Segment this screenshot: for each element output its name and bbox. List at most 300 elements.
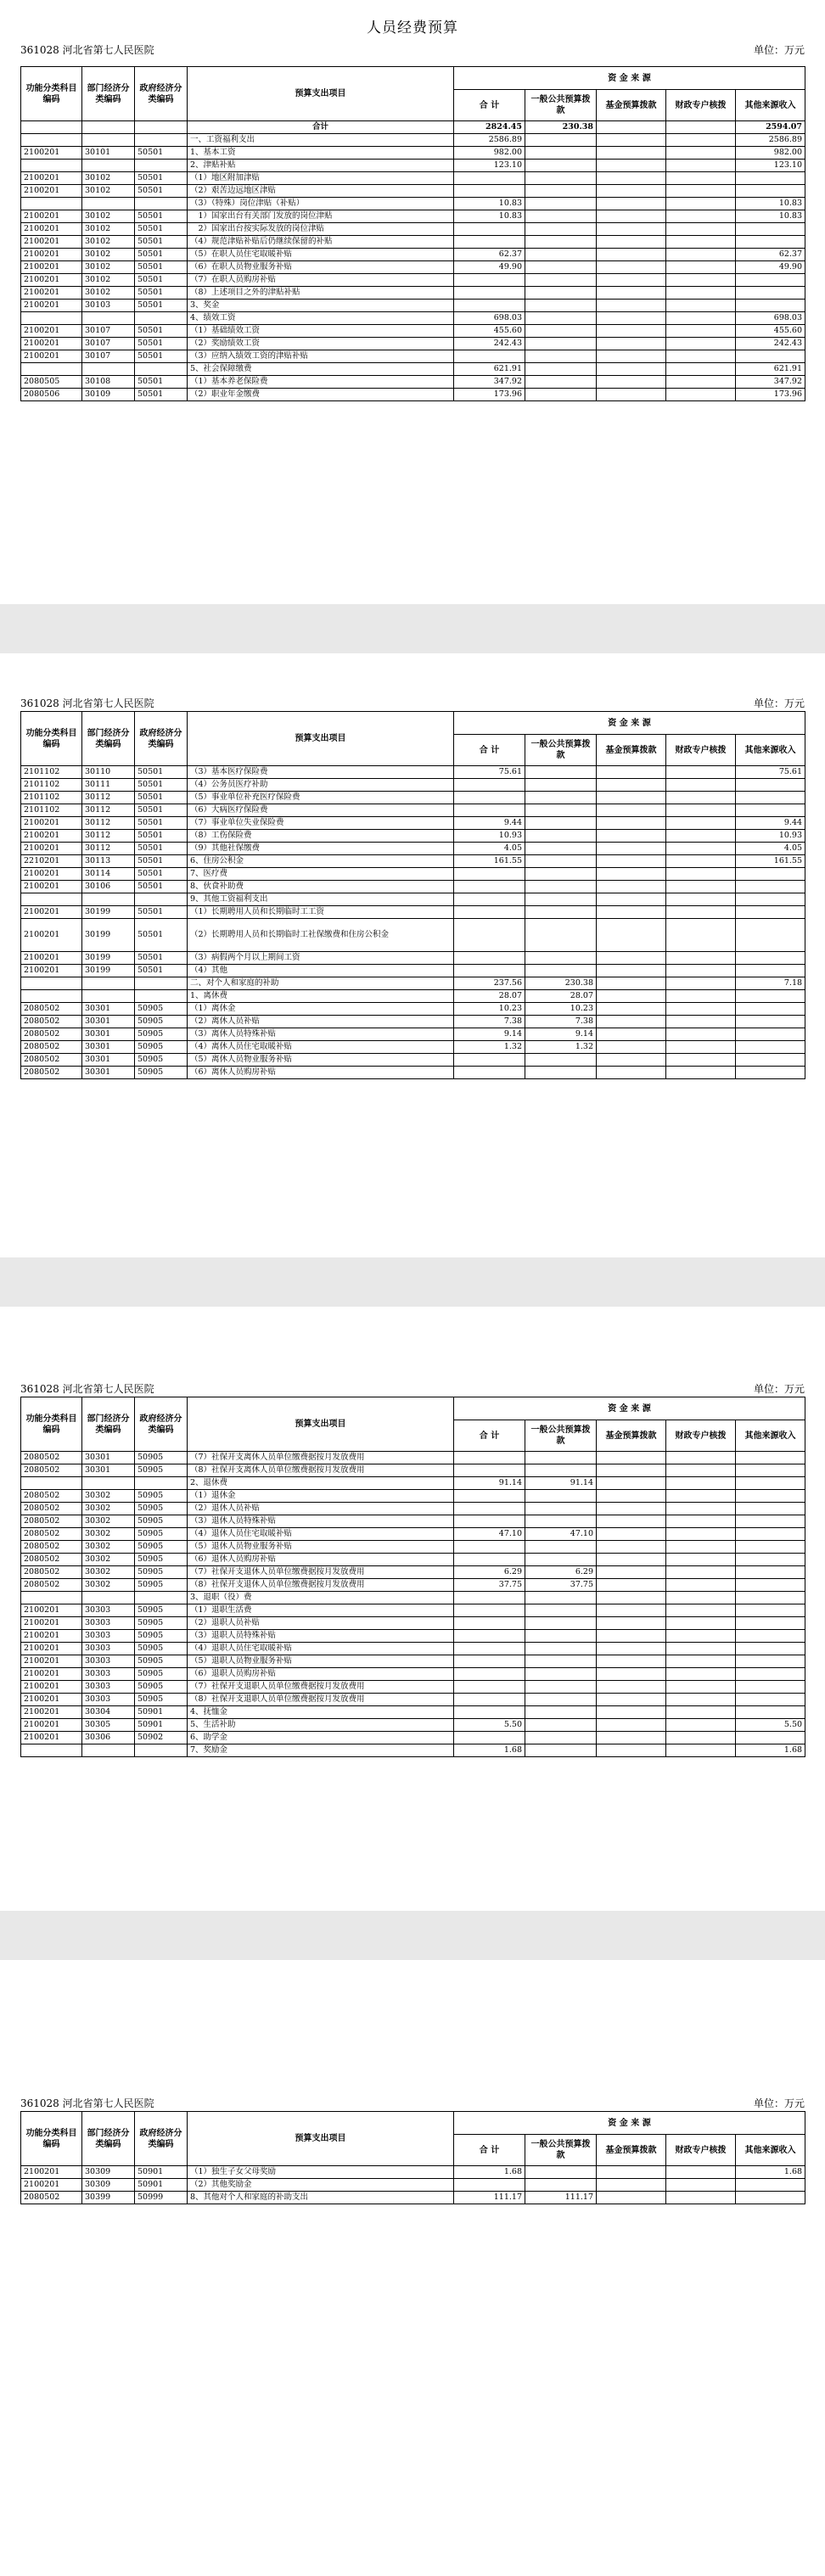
table-row bbox=[21, 287, 805, 300]
total-cell bbox=[454, 1554, 525, 1566]
special-account-cell bbox=[666, 977, 736, 990]
fund-budget-cell bbox=[597, 172, 666, 185]
other-income-cell bbox=[736, 1694, 805, 1706]
item-name-cell: （4）离休人员住宅取暖补贴 bbox=[188, 1041, 454, 1054]
func-code-cell: 2100201 bbox=[21, 325, 82, 338]
general-budget-cell bbox=[525, 2166, 597, 2179]
gov-code-cell bbox=[135, 1477, 188, 1490]
special-account-cell bbox=[666, 1067, 736, 1079]
fund-budget-cell bbox=[597, 210, 666, 223]
table-row bbox=[21, 868, 805, 881]
special-account-cell bbox=[666, 274, 736, 287]
dept-code-cell: 30103 bbox=[82, 300, 135, 312]
table-row bbox=[21, 1604, 805, 1617]
general-budget-cell bbox=[525, 906, 597, 919]
table-row bbox=[21, 1592, 805, 1604]
fund-budget-cell bbox=[597, 1604, 666, 1617]
table-row bbox=[21, 1706, 805, 1719]
general-budget-cell bbox=[525, 893, 597, 906]
func-code-cell: 2080502 bbox=[21, 2192, 82, 2204]
col-item: 预算支出项目 bbox=[188, 712, 454, 766]
fund-budget-cell bbox=[597, 121, 666, 134]
table-row bbox=[21, 223, 805, 236]
item-name-cell: （3）基本医疗保险费 bbox=[188, 766, 454, 779]
func-code-cell: 2100201 bbox=[21, 2166, 82, 2179]
gov-code-cell: 50905 bbox=[135, 1016, 188, 1028]
special-account-cell bbox=[666, 223, 736, 236]
total-cell: 10.23 bbox=[454, 1003, 525, 1016]
col-gov-code: 政府经济分类编码 bbox=[135, 1397, 188, 1452]
col-other: 其他来源收入 bbox=[736, 1420, 805, 1452]
col-funds-group: 资 金 来 源 bbox=[454, 1397, 805, 1420]
general-budget-cell bbox=[525, 172, 597, 185]
special-account-cell bbox=[666, 906, 736, 919]
special-account-cell bbox=[666, 965, 736, 977]
special-account-cell bbox=[666, 1694, 736, 1706]
table-row bbox=[21, 1528, 805, 1541]
func-code-cell: 2100201 bbox=[21, 868, 82, 881]
other-income-cell bbox=[736, 1655, 805, 1668]
func-code-cell: 2080502 bbox=[21, 1515, 82, 1528]
other-income-cell bbox=[736, 1452, 805, 1464]
budget-table-page-1 bbox=[20, 66, 805, 401]
gov-code-cell bbox=[135, 990, 188, 1003]
func-code-cell bbox=[21, 121, 82, 134]
fund-budget-cell bbox=[597, 287, 666, 300]
table-row bbox=[21, 249, 805, 261]
special-account-cell bbox=[666, 1528, 736, 1541]
general-budget-cell bbox=[525, 766, 597, 779]
gov-code-cell: 50905 bbox=[135, 1681, 188, 1694]
func-code-cell: 2100201 bbox=[21, 261, 82, 274]
gov-code-cell: 50501 bbox=[135, 172, 188, 185]
func-code-cell: 2100201 bbox=[21, 223, 82, 236]
table-row bbox=[21, 1016, 805, 1028]
special-account-cell bbox=[666, 1028, 736, 1041]
table-row bbox=[21, 1515, 805, 1528]
total-cell bbox=[454, 1655, 525, 1668]
gov-code-cell: 50905 bbox=[135, 1503, 188, 1515]
other-income-cell bbox=[736, 1503, 805, 1515]
func-code-cell: 2101102 bbox=[21, 766, 82, 779]
total-cell: 28.07 bbox=[454, 990, 525, 1003]
general-budget-cell bbox=[525, 338, 597, 350]
total-cell: 10.83 bbox=[454, 210, 525, 223]
fund-budget-cell bbox=[597, 1655, 666, 1668]
budget-table-page-2 bbox=[20, 711, 805, 1079]
fund-budget-cell bbox=[597, 1719, 666, 1732]
total-cell bbox=[454, 1617, 525, 1630]
total-cell bbox=[454, 1515, 525, 1528]
special-account-cell bbox=[666, 134, 736, 147]
other-income-cell: 698.03 bbox=[736, 312, 805, 325]
other-income-cell bbox=[736, 779, 805, 792]
general-budget-cell bbox=[525, 965, 597, 977]
unit-label: 单位：万元 bbox=[753, 2097, 805, 2109]
item-name-cell: （8）上述项目之外的津贴补贴 bbox=[188, 287, 454, 300]
special-account-cell bbox=[666, 1655, 736, 1668]
gov-code-cell: 50501 bbox=[135, 287, 188, 300]
gov-code-cell bbox=[135, 977, 188, 990]
dept-code-cell: 30112 bbox=[82, 830, 135, 843]
special-account-cell bbox=[666, 779, 736, 792]
total-cell bbox=[454, 881, 525, 893]
special-account-cell bbox=[666, 363, 736, 376]
fund-budget-cell bbox=[597, 1477, 666, 1490]
func-code-cell: 2080505 bbox=[21, 376, 82, 389]
gov-code-cell: 50501 bbox=[135, 147, 188, 160]
fund-budget-cell bbox=[597, 779, 666, 792]
special-account-cell bbox=[666, 1592, 736, 1604]
gov-code-cell: 50901 bbox=[135, 1706, 188, 1719]
dept-code-cell: 30309 bbox=[82, 2166, 135, 2179]
gov-code-cell: 50905 bbox=[135, 1452, 188, 1464]
general-budget-cell bbox=[525, 779, 597, 792]
special-account-cell bbox=[666, 312, 736, 325]
func-code-cell: 2080502 bbox=[21, 1464, 82, 1477]
total-cell bbox=[454, 236, 525, 249]
gov-code-cell: 50905 bbox=[135, 1041, 188, 1054]
fund-budget-cell bbox=[597, 1003, 666, 1016]
general-budget-cell: 9.14 bbox=[525, 1028, 597, 1041]
table-row bbox=[21, 1541, 805, 1554]
dept-code-cell bbox=[82, 1477, 135, 1490]
col-gov-code: 政府经济分类编码 bbox=[135, 67, 188, 121]
fund-budget-cell bbox=[597, 2166, 666, 2179]
gov-code-cell: 50905 bbox=[135, 1464, 188, 1477]
item-name-cell: 2、退休费 bbox=[188, 1477, 454, 1490]
dept-code-cell: 30303 bbox=[82, 1681, 135, 1694]
func-code-cell: 2100201 bbox=[21, 287, 82, 300]
dept-code-cell: 30303 bbox=[82, 1694, 135, 1706]
dept-code-cell bbox=[82, 990, 135, 1003]
total-cell bbox=[454, 1706, 525, 1719]
item-name-cell: 3、退职（役）费 bbox=[188, 1592, 454, 1604]
general-budget-cell bbox=[525, 160, 597, 172]
gov-code-cell: 50501 bbox=[135, 300, 188, 312]
fund-budget-cell bbox=[597, 990, 666, 1003]
dept-code-cell: 30305 bbox=[82, 1719, 135, 1732]
fund-budget-cell bbox=[597, 160, 666, 172]
general-budget-cell bbox=[525, 843, 597, 855]
col-funds-group: 资 金 来 源 bbox=[454, 2112, 805, 2135]
general-budget-cell: 91.14 bbox=[525, 1477, 597, 1490]
special-account-cell bbox=[666, 1668, 736, 1681]
func-code-cell: 2100201 bbox=[21, 1668, 82, 1681]
dept-code-cell bbox=[82, 977, 135, 990]
general-budget-cell bbox=[525, 1643, 597, 1655]
total-cell: 62.37 bbox=[454, 249, 525, 261]
gov-code-cell: 50501 bbox=[135, 766, 188, 779]
func-code-cell: 2080502 bbox=[21, 1054, 82, 1067]
dept-code-cell: 30301 bbox=[82, 1452, 135, 1464]
total-cell: 347.92 bbox=[454, 376, 525, 389]
table-row bbox=[21, 121, 805, 134]
org-name: 361028 河北省第七人民医院 bbox=[20, 697, 154, 709]
table-row bbox=[21, 843, 805, 855]
gov-code-cell: 50905 bbox=[135, 1630, 188, 1643]
total-cell: 1.32 bbox=[454, 1041, 525, 1054]
col-total: 合 计 bbox=[454, 2135, 525, 2166]
other-income-cell: 5.50 bbox=[736, 1719, 805, 1732]
general-budget-cell bbox=[525, 855, 597, 868]
func-code-cell: 2100201 bbox=[21, 830, 82, 843]
table-row bbox=[21, 1643, 805, 1655]
item-name-cell: （2）艰苦边远地区津贴 bbox=[188, 185, 454, 198]
table-row bbox=[21, 261, 805, 274]
general-budget-cell bbox=[525, 1452, 597, 1464]
other-income-cell bbox=[736, 1554, 805, 1566]
dept-code-cell bbox=[82, 121, 135, 134]
item-name-cell: （2）退职人员补贴 bbox=[188, 1617, 454, 1630]
other-income-cell bbox=[736, 1528, 805, 1541]
page-4 bbox=[0, 1960, 825, 2576]
table-row bbox=[21, 274, 805, 287]
item-name-cell: （9）其他社保缴费 bbox=[188, 843, 454, 855]
table-row bbox=[21, 198, 805, 210]
dept-code-cell bbox=[82, 160, 135, 172]
total-cell: 698.03 bbox=[454, 312, 525, 325]
total-cell bbox=[454, 1452, 525, 1464]
func-code-cell: 2100201 bbox=[21, 350, 82, 363]
gov-code-cell: 50501 bbox=[135, 210, 188, 223]
dept-code-cell: 30301 bbox=[82, 1003, 135, 1016]
other-income-cell bbox=[736, 1541, 805, 1554]
table-row bbox=[21, 830, 805, 843]
table-row bbox=[21, 312, 805, 325]
dept-code-cell: 30306 bbox=[82, 1732, 135, 1744]
dept-code-cell: 30101 bbox=[82, 147, 135, 160]
general-budget-cell bbox=[525, 1464, 597, 1477]
dept-code-cell: 30107 bbox=[82, 350, 135, 363]
func-code-cell: 2100201 bbox=[21, 1604, 82, 1617]
org-name: 361028 河北省第七人民医院 bbox=[20, 44, 154, 56]
total-cell bbox=[454, 1541, 525, 1554]
item-name-cell: 7、奖励金 bbox=[188, 1744, 454, 1757]
other-income-cell bbox=[736, 2192, 805, 2204]
func-code-cell bbox=[21, 363, 82, 376]
gov-code-cell: 50905 bbox=[135, 1515, 188, 1528]
other-income-cell: 123.10 bbox=[736, 160, 805, 172]
dept-code-cell: 30302 bbox=[82, 1503, 135, 1515]
item-name-cell: （7）社保开支退职人员单位缴费据按月发放费用 bbox=[188, 1681, 454, 1694]
gov-code-cell bbox=[135, 1592, 188, 1604]
total-cell bbox=[454, 906, 525, 919]
gov-code-cell: 50901 bbox=[135, 2166, 188, 2179]
general-budget-cell bbox=[525, 830, 597, 843]
item-name-cell: （6）退职人员购房补贴 bbox=[188, 1668, 454, 1681]
table-row bbox=[21, 1490, 805, 1503]
table-row bbox=[21, 1503, 805, 1515]
func-code-cell bbox=[21, 1477, 82, 1490]
other-income-cell: 10.83 bbox=[736, 198, 805, 210]
item-name-cell: （2）离休人员补贴 bbox=[188, 1016, 454, 1028]
total-cell: 161.55 bbox=[454, 855, 525, 868]
dept-code-cell: 30102 bbox=[82, 236, 135, 249]
dept-code-cell: 30399 bbox=[82, 2192, 135, 2204]
func-code-cell: 2100201 bbox=[21, 1719, 82, 1732]
general-budget-cell: 6.29 bbox=[525, 1566, 597, 1579]
general-budget-cell bbox=[525, 919, 597, 952]
general-budget-cell: 230.38 bbox=[525, 977, 597, 990]
fund-budget-cell bbox=[597, 1041, 666, 1054]
fund-budget-cell bbox=[597, 1554, 666, 1566]
func-code-cell bbox=[21, 1744, 82, 1757]
fund-budget-cell bbox=[597, 1464, 666, 1477]
gov-code-cell: 50501 bbox=[135, 952, 188, 965]
gov-code-cell: 50905 bbox=[135, 1604, 188, 1617]
general-budget-cell: 1.32 bbox=[525, 1041, 597, 1054]
table-row bbox=[21, 2179, 805, 2192]
table-row bbox=[21, 881, 805, 893]
special-account-cell bbox=[666, 1579, 736, 1592]
gov-code-cell: 50501 bbox=[135, 843, 188, 855]
func-code-cell bbox=[21, 1592, 82, 1604]
special-account-cell bbox=[666, 792, 736, 804]
other-income-cell bbox=[736, 893, 805, 906]
total-cell: 173.96 bbox=[454, 389, 525, 401]
gov-code-cell: 50905 bbox=[135, 1541, 188, 1554]
func-code-cell: 2100201 bbox=[21, 952, 82, 965]
table-row bbox=[21, 1579, 805, 1592]
fund-budget-cell bbox=[597, 236, 666, 249]
table-row bbox=[21, 1681, 805, 1694]
item-name-cell: （1）基本养老保险费 bbox=[188, 376, 454, 389]
item-name-cell: （6）离休人员购房补贴 bbox=[188, 1067, 454, 1079]
general-budget-cell bbox=[525, 1732, 597, 1744]
other-income-cell: 9.44 bbox=[736, 817, 805, 830]
fund-budget-cell bbox=[597, 1503, 666, 1515]
col-fund: 基金预算拨款 bbox=[597, 735, 666, 766]
general-budget-cell bbox=[525, 1604, 597, 1617]
general-budget-cell bbox=[525, 2179, 597, 2192]
gov-code-cell bbox=[135, 198, 188, 210]
other-income-cell bbox=[736, 287, 805, 300]
func-code-cell: 2100201 bbox=[21, 210, 82, 223]
fund-budget-cell bbox=[597, 300, 666, 312]
func-code-cell: 2100201 bbox=[21, 236, 82, 249]
fund-budget-cell bbox=[597, 1054, 666, 1067]
item-name-cell: （4）公务员医疗补助 bbox=[188, 779, 454, 792]
total-cell bbox=[454, 792, 525, 804]
other-income-cell: 982.00 bbox=[736, 147, 805, 160]
item-name-cell: 1）国家出台有关部门发放的岗位津贴 bbox=[188, 210, 454, 223]
table-row bbox=[21, 172, 805, 185]
func-code-cell: 2100201 bbox=[21, 300, 82, 312]
special-account-cell bbox=[666, 843, 736, 855]
general-budget-cell bbox=[525, 147, 597, 160]
dept-code-cell: 30102 bbox=[82, 210, 135, 223]
col-item: 预算支出项目 bbox=[188, 1397, 454, 1452]
dept-code-cell bbox=[82, 312, 135, 325]
col-general: 一般公共预算拨款 bbox=[525, 90, 597, 121]
other-income-cell bbox=[736, 350, 805, 363]
item-name-cell: 4、抚恤金 bbox=[188, 1706, 454, 1719]
other-income-cell: 10.83 bbox=[736, 210, 805, 223]
other-income-cell bbox=[736, 1477, 805, 1490]
table-row bbox=[21, 1054, 805, 1067]
other-income-cell bbox=[736, 1490, 805, 1503]
fund-budget-cell bbox=[597, 147, 666, 160]
other-income-cell bbox=[736, 1067, 805, 1079]
other-income-cell bbox=[736, 952, 805, 965]
other-income-cell: 4.05 bbox=[736, 843, 805, 855]
func-code-cell: 2080502 bbox=[21, 1554, 82, 1566]
table-row bbox=[21, 210, 805, 223]
fund-budget-cell bbox=[597, 1528, 666, 1541]
total-cell bbox=[454, 1054, 525, 1067]
item-name-cell: （7）在职人员购房补贴 bbox=[188, 274, 454, 287]
col-special: 财政专户核拨 bbox=[666, 735, 736, 766]
func-code-cell: 2210201 bbox=[21, 855, 82, 868]
special-account-cell bbox=[666, 1630, 736, 1643]
other-income-cell: 75.61 bbox=[736, 766, 805, 779]
total-cell bbox=[454, 1668, 525, 1681]
table-row bbox=[21, 147, 805, 160]
general-budget-cell: 47.10 bbox=[525, 1528, 597, 1541]
other-income-cell bbox=[736, 1566, 805, 1579]
table-row bbox=[21, 1028, 805, 1041]
budget-table-page-4 bbox=[20, 2111, 805, 2204]
budget-table-page-3 bbox=[20, 1397, 805, 1757]
general-budget-cell bbox=[525, 1630, 597, 1643]
col-dept-code: 部门经济分类编码 bbox=[82, 1397, 135, 1452]
total-cell: 111.17 bbox=[454, 2192, 525, 2204]
special-account-cell bbox=[666, 389, 736, 401]
fund-budget-cell bbox=[597, 223, 666, 236]
special-account-cell bbox=[666, 1003, 736, 1016]
fund-budget-cell bbox=[597, 1579, 666, 1592]
other-income-cell bbox=[736, 1028, 805, 1041]
dept-code-cell: 30199 bbox=[82, 965, 135, 977]
item-name-cell: 8、伙食补助费 bbox=[188, 881, 454, 893]
fund-budget-cell bbox=[597, 1541, 666, 1554]
other-income-cell: 455.60 bbox=[736, 325, 805, 338]
dept-code-cell: 30303 bbox=[82, 1643, 135, 1655]
func-code-cell: 2100201 bbox=[21, 919, 82, 952]
item-name-cell: （6）大病医疗保险费 bbox=[188, 804, 454, 817]
special-account-cell bbox=[666, 1719, 736, 1732]
fund-budget-cell bbox=[597, 919, 666, 952]
general-budget-cell bbox=[525, 300, 597, 312]
other-income-cell: 1.68 bbox=[736, 1744, 805, 1757]
gov-code-cell: 50501 bbox=[135, 274, 188, 287]
dept-code-cell: 30114 bbox=[82, 868, 135, 881]
gov-code-cell: 50501 bbox=[135, 779, 188, 792]
total-cell bbox=[454, 965, 525, 977]
item-name-cell: （8）社保开支离休人员单位缴费据按月发放费用 bbox=[188, 1464, 454, 1477]
total-cell: 7.38 bbox=[454, 1016, 525, 1028]
general-budget-cell bbox=[525, 389, 597, 401]
gov-code-cell: 50501 bbox=[135, 881, 188, 893]
fund-budget-cell bbox=[597, 134, 666, 147]
unit-label: 单位：万元 bbox=[753, 1383, 805, 1395]
other-income-cell bbox=[736, 1579, 805, 1592]
item-name-cell: （3）应纳入绩效工资的津贴补贴 bbox=[188, 350, 454, 363]
gov-code-cell bbox=[135, 160, 188, 172]
item-name-cell: （2）职业年金缴费 bbox=[188, 389, 454, 401]
gov-code-cell: 50905 bbox=[135, 1490, 188, 1503]
fund-budget-cell bbox=[597, 2192, 666, 2204]
func-code-cell bbox=[21, 312, 82, 325]
fund-budget-cell bbox=[597, 952, 666, 965]
gov-code-cell: 50501 bbox=[135, 350, 188, 363]
special-account-cell bbox=[666, 881, 736, 893]
gov-code-cell: 50501 bbox=[135, 855, 188, 868]
col-dept-code: 部门经济分类编码 bbox=[82, 712, 135, 766]
table-row bbox=[21, 792, 805, 804]
dept-code-cell: 30302 bbox=[82, 1541, 135, 1554]
